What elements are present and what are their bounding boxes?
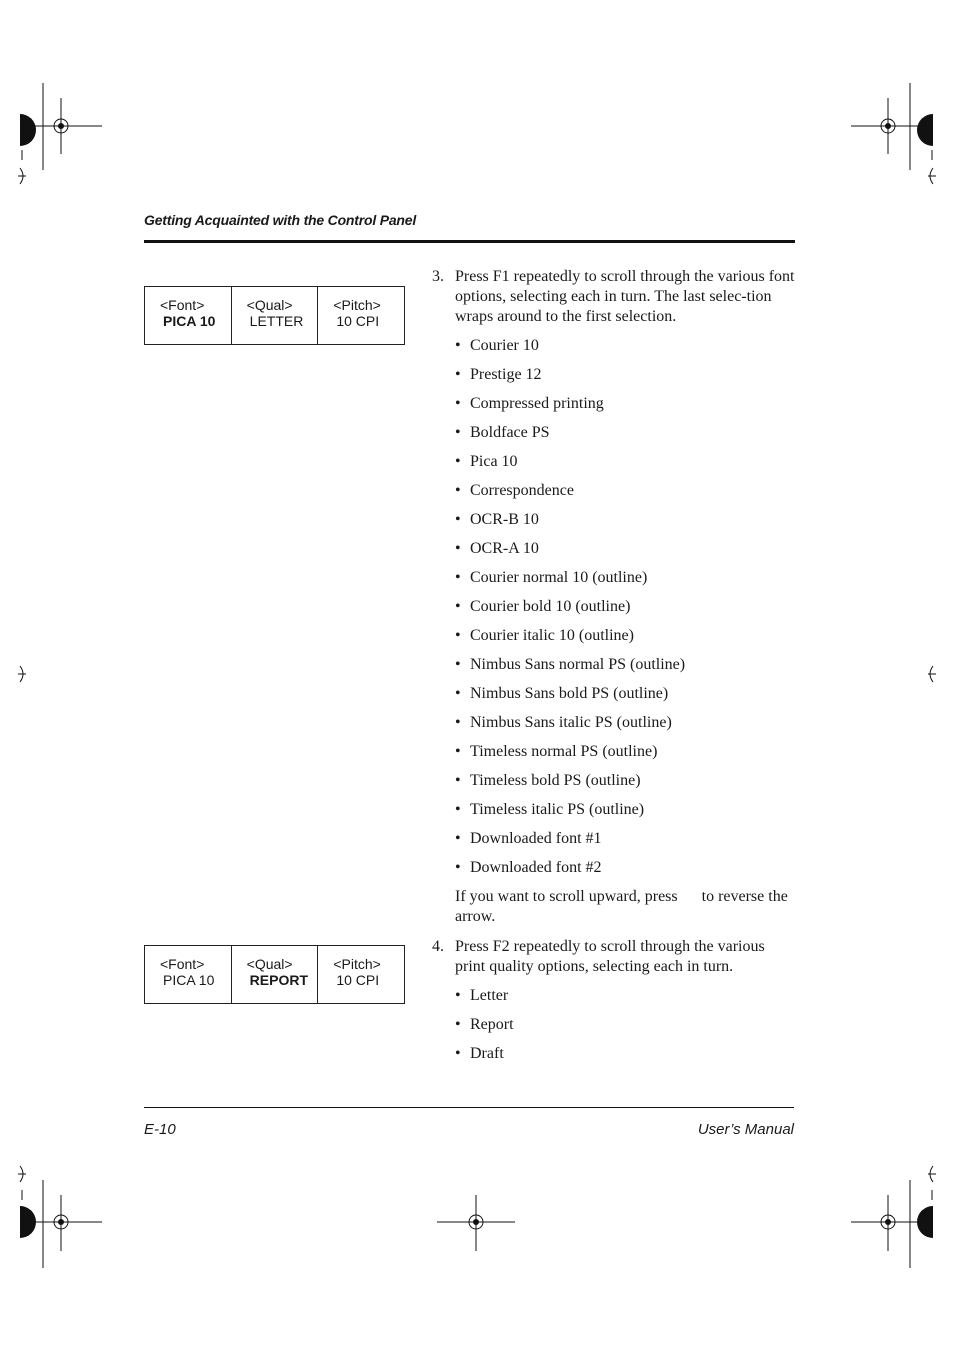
step-text: Press F2 repeatedly to scroll through the various print quality options, selecting each in turn. (455, 938, 765, 975)
lcd-font-label: <Font> (160, 956, 205, 972)
bullet-glyph: • (455, 656, 461, 673)
bullet-glyph: • (455, 685, 461, 702)
list-item (455, 336, 797, 356)
list-item-label: Courier bold 10 (outline) (470, 598, 631, 615)
lcd-qual-label: <Qual> (246, 956, 293, 972)
list-item (455, 481, 797, 501)
list-item-label: Boldface PS (470, 424, 550, 441)
list-item (455, 365, 797, 385)
list-item (455, 597, 797, 617)
list-item-label: Draft (470, 1045, 504, 1062)
list-item (455, 800, 797, 820)
list-item (455, 986, 797, 1006)
bullet-glyph: • (455, 337, 461, 354)
list-item (455, 771, 797, 791)
bullet-glyph: • (455, 714, 461, 731)
bullet-glyph: • (455, 801, 461, 818)
list-item-label: Pica 10 (470, 453, 518, 470)
bullet-glyph: • (455, 1045, 461, 1062)
list-item-label: Courier 10 (470, 337, 539, 354)
lcd-font-cell (145, 287, 232, 344)
lcd-pitch-label: <Pitch> (333, 956, 381, 972)
step-4 (432, 937, 797, 977)
bullet-glyph: • (455, 830, 461, 847)
lcd-qual-label: <Qual> (246, 297, 293, 313)
running-header: Getting Acquainted with the Control Panel (144, 212, 417, 228)
bullet-glyph: • (455, 987, 461, 1004)
list-item-label: Courier normal 10 (outline) (470, 569, 648, 586)
lcd-font-cell (145, 946, 232, 1003)
lcd-font-value: PICA 10 (163, 313, 216, 329)
list-item-label: Courier italic 10 (outline) (470, 627, 634, 644)
list-item-label: Timeless bold PS (outline) (470, 772, 641, 789)
step-text: Press F1 repeatedly to scroll through the various font options, selecting each in turn. The last selec-tion wraps around to the first selection. (455, 268, 795, 325)
lcd-pitch-label: <Pitch> (333, 297, 381, 313)
lcd-display-quality (144, 945, 405, 1004)
list-item-label: Timeless italic PS (outline) (470, 801, 645, 818)
bullet-glyph: • (455, 424, 461, 441)
lcd-display-font (144, 286, 405, 345)
lcd-qual-cell (232, 946, 319, 1003)
bullet-glyph: • (455, 743, 461, 760)
lcd-qual-value: LETTER (249, 313, 304, 329)
list-item (455, 510, 797, 530)
list-item (455, 829, 797, 849)
lcd-qual-value: REPORT (249, 972, 309, 988)
quality-options-list (432, 986, 797, 1064)
bullet-glyph: • (455, 1016, 461, 1033)
header-rule (144, 240, 795, 243)
list-item-label: Nimbus Sans italic PS (outline) (470, 714, 672, 731)
font-options-list (432, 336, 797, 878)
list-item-label: Correspondence (470, 482, 574, 499)
instructions (432, 267, 797, 1064)
bullet-glyph: • (455, 453, 461, 470)
footer-rule (144, 1107, 794, 1108)
list-item (455, 655, 797, 675)
list-item-label: Compressed printing (470, 395, 604, 412)
list-item (455, 568, 797, 588)
list-item (455, 394, 797, 414)
list-item (455, 713, 797, 733)
bullet-glyph: • (455, 627, 461, 644)
list-item-label: OCR-B 10 (470, 511, 539, 528)
lcd-pitch-value: 10 CPI (336, 972, 380, 988)
list-item-label: Nimbus Sans normal PS (outline) (470, 656, 686, 673)
list-item (455, 423, 797, 443)
lcd-font-value: PICA 10 (163, 972, 215, 988)
bullet-glyph: • (455, 859, 461, 876)
list-item (455, 626, 797, 646)
list-item-label: Nimbus Sans bold PS (outline) (470, 685, 669, 702)
bullet-glyph: • (455, 772, 461, 789)
list-item-label: Report (470, 1016, 514, 1033)
list-item (455, 1044, 797, 1064)
list-item (455, 858, 797, 878)
step-number: 4. (432, 938, 444, 955)
scroll-note: If you want to scroll upward, press to reverse the arrow. (455, 888, 792, 925)
page-number: E-10 (144, 1121, 176, 1138)
list-item-label: Downloaded font #1 (470, 830, 602, 847)
bullet-glyph: • (455, 366, 461, 383)
step-3 (432, 267, 797, 327)
list-item (455, 452, 797, 472)
bullet-glyph: • (455, 482, 461, 499)
lcd-font-label: <Font> (160, 297, 205, 313)
footer-title: User’s Manual (697, 1121, 794, 1138)
bullet-glyph: • (455, 569, 461, 586)
bullet-glyph: • (455, 511, 461, 528)
bullet-glyph: • (455, 540, 461, 557)
list-item (455, 684, 797, 704)
lcd-pitch-cell (318, 287, 404, 344)
lcd-pitch-cell (318, 946, 404, 1003)
list-item-label: OCR-A 10 (470, 540, 539, 557)
lcd-pitch-value: 10 CPI (336, 313, 380, 329)
list-item-label: Letter (470, 987, 509, 1004)
list-item-label: Timeless normal PS (outline) (470, 743, 658, 760)
bullet-glyph: • (455, 395, 461, 412)
list-item (455, 1015, 797, 1035)
lcd-qual-cell (232, 287, 319, 344)
bullet-glyph: • (455, 598, 461, 615)
list-item-label: Downloaded font #2 (470, 859, 602, 876)
list-item (455, 539, 797, 559)
step-number: 3. (432, 268, 444, 285)
list-item-label: Prestige 12 (470, 366, 542, 383)
list-item (455, 742, 797, 762)
